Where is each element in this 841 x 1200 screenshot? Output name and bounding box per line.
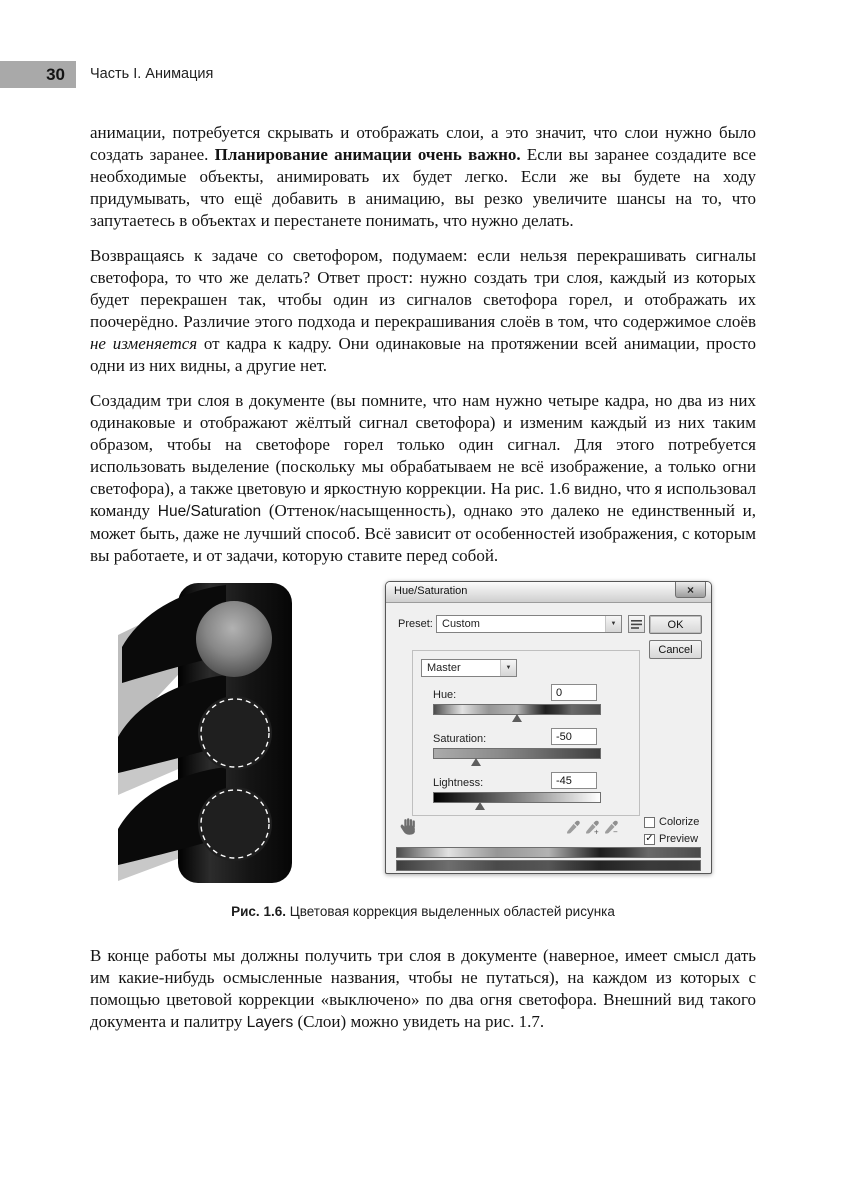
eyedropper-minus-glyph: [604, 820, 619, 835]
menu-icon: [631, 620, 642, 629]
paragraph-4: [90, 945, 756, 1034]
preset-label: Preset:: [398, 618, 433, 630]
ui-term: Layers: [246, 1014, 294, 1031]
ok-button[interactable]: OK: [649, 615, 702, 634]
dialog-titlebar[interactable]: [386, 582, 711, 603]
hue-saturation-dialog: [385, 581, 712, 874]
preview-checkbox[interactable]: [644, 833, 698, 845]
page-number-bar: [0, 61, 76, 88]
paragraph-2: [90, 245, 756, 377]
paragraph-text: (Слои) можно увидеть на рис. 1.7.: [293, 1012, 545, 1031]
figure-1-6: [90, 581, 756, 919]
lightness-label: Lightness:: [433, 777, 484, 789]
figure-caption-text: Цветовая коррекция выделенных областей рисунка: [285, 904, 615, 919]
adjusted-spectrum-bar: [396, 860, 701, 871]
channel-value: Master: [427, 662, 461, 674]
close-button[interactable]: [675, 582, 706, 598]
hue-slider-thumb[interactable]: [512, 714, 522, 722]
italic-phrase: не изменяется: [90, 334, 198, 353]
figure-caption: [90, 904, 756, 919]
checkbox-box: [644, 817, 655, 828]
hue-input[interactable]: [551, 684, 597, 701]
paragraph-text: от кадра к кадру. Они одинаковые на протяжении всей анимации, просто одни из них видны, а другие нет.: [90, 334, 756, 375]
chevron-down-icon: ▼: [500, 660, 516, 676]
paragraph-3: [90, 390, 756, 567]
page-content: [90, 122, 756, 1047]
saturation-slider[interactable]: [433, 748, 601, 759]
paragraph-text: Если вы заранее создадите все необходимые объекты, анимировать их будет легко. Если же вы будете на ходу придумывать, что ещё добавить в анимацию, вы резко увеличите шансы на то, что запутаетесь в объектах и перестанете понимать, что нужно делать.: [90, 145, 756, 230]
preset-menu-button[interactable]: [628, 615, 645, 633]
saturation-label: Saturation:: [433, 733, 487, 745]
figure-caption-label: Рис. 1.6.: [231, 904, 286, 919]
ui-term: Hue/Saturation: [157, 503, 262, 520]
adjustment-group: [412, 650, 640, 816]
checkmark: ✓: [645, 833, 654, 844]
hand-icon: [398, 818, 418, 835]
preview-label: Preview: [659, 833, 699, 845]
traffic-light-image: [114, 581, 359, 886]
svg-text:−: −: [613, 827, 618, 835]
page-number: 30: [46, 64, 65, 84]
paragraph-text: В конце работы мы должны получить три слоя в документе (наверное, имеет смысл дать им какие-нибудь осмысленные названия, чтобы не путаться), на каждом из которых с помощью цветовой коррекции «выключено» по два огня светофора. Внешний вид такого документа и палитру: [90, 946, 756, 1031]
traffic-light-svg: [114, 581, 359, 886]
eyedropper-plus-icon[interactable]: [585, 820, 600, 835]
lightness-slider-thumb[interactable]: [475, 802, 485, 810]
red-light-lit: [196, 601, 272, 677]
chapter-title: Часть I. Анимация: [90, 66, 214, 82]
figure-images-row: [114, 581, 756, 886]
chevron-down-icon: ▼: [605, 616, 621, 632]
bold-phrase: Планирование анимации очень важно.: [214, 145, 521, 164]
dialog-title: Hue/Saturation: [394, 585, 468, 597]
close-icon: ×: [686, 582, 694, 597]
lightness-input[interactable]: [551, 772, 597, 789]
dialog-body: [386, 603, 711, 874]
eyedropper-icon[interactable]: [566, 820, 581, 835]
preset-value: Custom: [442, 618, 480, 630]
saturation-slider-thumb[interactable]: [471, 758, 481, 766]
paragraph-text: анимации, потребуется скрывать и отображать слои, а это значит, что слои нужно было создать заранее.: [90, 123, 756, 164]
yellow-light-dark: [198, 696, 272, 770]
saturation-input[interactable]: [551, 728, 597, 745]
colorize-checkbox[interactable]: [644, 816, 699, 828]
svg-text:+: +: [594, 827, 599, 835]
paragraph-1: [90, 122, 756, 232]
on-image-adjust-hand-icon[interactable]: [398, 818, 418, 835]
channel-dropdown[interactable]: [421, 659, 517, 677]
green-light-dark: [198, 787, 272, 861]
hue-slider[interactable]: [433, 704, 601, 715]
lightness-slider[interactable]: [433, 792, 601, 803]
hue-label: Hue:: [433, 689, 457, 701]
paragraph-text: Возвращаясь к задаче со светофором, подумаем: если нельзя перекрашивать сигналы светофора, то что же делать? Ответ прост: нужно создать три слоя, каждый из которых будет перекрашен так, чтобы один из сигналов светофора горел, и отображать их поочерёдно. Различие этого подхода и перекрашивания слоёв в том, что содержимое слоёв: [90, 246, 756, 331]
page-header: [0, 61, 841, 88]
preset-dropdown[interactable]: [436, 615, 622, 633]
colorize-label: Colorize: [659, 816, 700, 828]
eyedropper-plus-glyph: [585, 820, 600, 835]
paragraph-text: (Оттенок/насыщенность), однако это далеко не единственный и, может быть, даже не лучший способ. Всё зависит от особенностей изображения, с которым вы работаете, и от задачи, которую ставите перед собой.: [90, 501, 756, 565]
eyedropper-glyph: [566, 820, 581, 835]
cancel-button[interactable]: Cancel: [649, 640, 702, 659]
paragraph-text: Создадим три слоя в документе (вы помните, что нам нужно четыре кадра, но два из них одинаковые и отображают жёлтый сигнал светофора) и изменим каждый из них таким образом, чтобы на светофоре горел только один сигнал. Для этого потребуется использовать выделение (поскольку мы обрабатываем не всё изображение, а только огни светофора), а также цветовую и яркостную коррекции. На рис. 1.6 видно, что я использовал команду: [90, 391, 756, 520]
original-spectrum-bar: [396, 847, 701, 858]
eyedropper-minus-icon[interactable]: [604, 820, 619, 835]
checkbox-box: [644, 834, 655, 845]
